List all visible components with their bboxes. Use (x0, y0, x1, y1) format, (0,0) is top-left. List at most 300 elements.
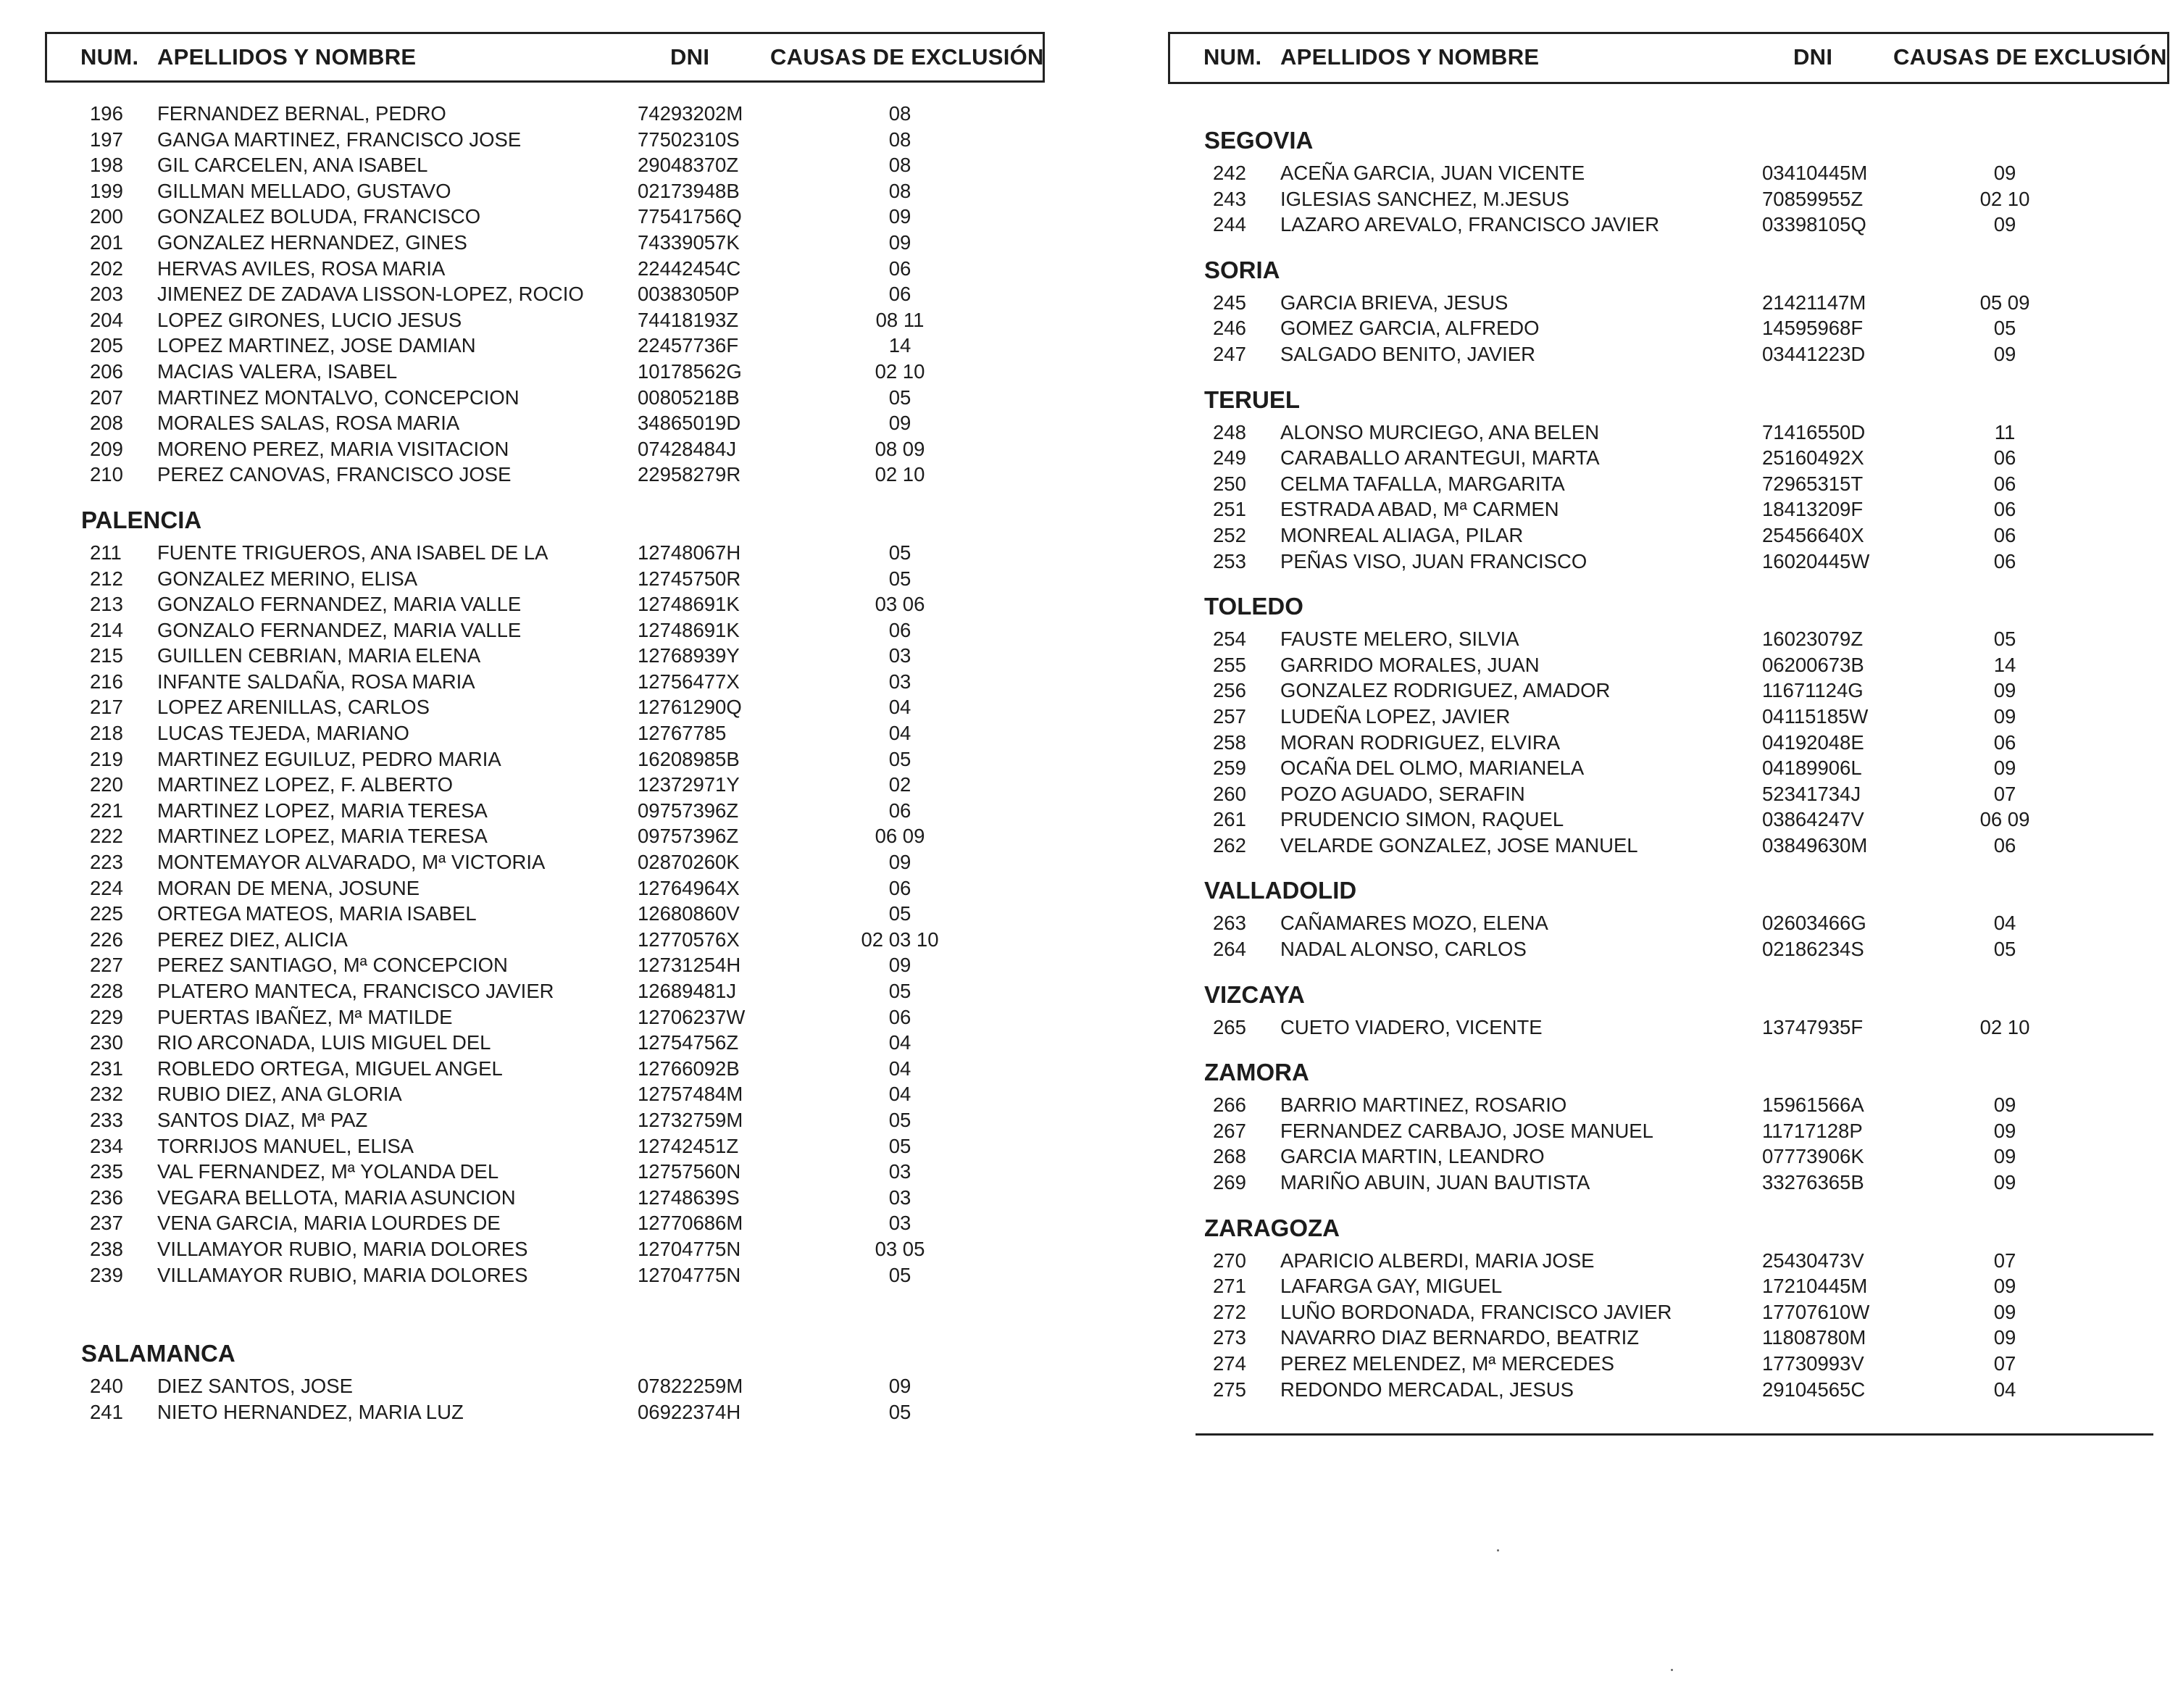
table-row (45, 461, 1059, 487)
row-dni: 12766092B (638, 1057, 740, 1080)
row-num: 271 (1213, 1275, 1246, 1298)
row-dni: 03410445M (1762, 162, 1868, 184)
table-row (45, 203, 1059, 229)
row-causas: 05 (888, 567, 911, 590)
table-row (1168, 677, 2178, 703)
row-dni: 74418193Z (638, 308, 739, 331)
row-name: IGLESIAS SANCHEZ, M.JESUS (1280, 187, 1569, 210)
province-heading: SORIA (1204, 256, 1280, 283)
table-row (1168, 419, 2178, 445)
row-name: APARICIO ALBERDI, MARIA JOSE (1280, 1249, 1595, 1272)
row-dni: 11671124G (1762, 679, 1864, 702)
row-causas: 03 (888, 1160, 911, 1183)
row-name: LUDEÑA LOPEZ, JAVIER (1280, 704, 1511, 728)
table-row (45, 900, 1059, 926)
row-name: GONZALEZ BOLUDA, FRANCISCO (157, 205, 481, 228)
row-dni: 07822259M (638, 1375, 743, 1398)
row-name: CAÑAMARES MOZO, ELENA (1280, 912, 1548, 935)
row-causas: 04 (1993, 912, 2016, 935)
row-num: 249 (1213, 446, 1246, 470)
row-causas: 02 10 (875, 359, 925, 383)
row-num: 207 (90, 386, 123, 409)
row-dni: 12732759M (638, 1108, 743, 1131)
table-row (1168, 754, 2178, 780)
row-causas: 09 (1993, 679, 2016, 702)
row-causas: 09 (1993, 1093, 2016, 1117)
row-causas: 08 (888, 102, 911, 125)
row-name: PLATERO MANTECA, FRANCISCO JAVIER (157, 980, 554, 1002)
row-name: PRUDENCIO SIMON, RAQUEL (1280, 808, 1564, 831)
row-name: CELMA TAFALLA, MARGARITA (1280, 472, 1565, 495)
table-row (1168, 444, 2178, 470)
row-causas: 05 (888, 980, 911, 1002)
table-row (45, 565, 1059, 591)
row-causas: 05 (888, 1400, 911, 1423)
row-dni: 12706237W (638, 1005, 746, 1028)
row-name: MORAN DE MENA, JOSUNE (157, 876, 420, 899)
row-dni: 12745750R (638, 567, 741, 590)
row-num: 269 (1213, 1171, 1246, 1194)
table-row (45, 1080, 1059, 1107)
row-name: JIMENEZ DE ZADAVA LISSON-LOPEZ, ROCIO (157, 283, 584, 306)
table-row (1168, 806, 2178, 832)
table-row (45, 978, 1059, 1004)
row-name: LOPEZ ARENILLAS, CARLOS (157, 696, 430, 719)
row-causas: 06 09 (875, 825, 925, 848)
row-causas: 04 (1993, 1378, 2016, 1401)
row-causas: 05 (888, 1263, 911, 1286)
province-heading: VALLADOLID (1204, 877, 1357, 904)
table-row (1168, 341, 2178, 367)
table-row (45, 229, 1059, 255)
row-dni: 07773906K (1762, 1145, 1864, 1168)
row-name: MORALES SALAS, ROSA MARIA (157, 412, 460, 435)
row-dni: 12731254H (638, 954, 741, 977)
row-name: SANTOS DIAZ, Mª PAZ (157, 1108, 368, 1131)
row-causas: 09 (888, 412, 911, 435)
table-row (45, 1107, 1059, 1133)
row-causas: 09 (1993, 162, 2016, 184)
table-row (45, 539, 1059, 565)
row-causas: 06 (1993, 498, 2016, 521)
row-num: 243 (1213, 187, 1246, 210)
row-causas: 06 (888, 799, 911, 822)
row-dni: 25160492X (1762, 446, 1864, 470)
row-dni: 14595968F (1762, 317, 1864, 340)
row-num: 226 (90, 928, 123, 951)
table-row (45, 926, 1059, 952)
row-dni: 12372971Y (638, 773, 740, 796)
row-causas: 02 10 (1979, 1015, 2030, 1038)
row-causas: 05 (888, 386, 911, 409)
row-dni: 09757396Z (638, 799, 739, 822)
row-name: VELARDE GONZALEZ, JOSE MANUEL (1280, 833, 1638, 857)
row-causas: 14 (1993, 653, 2016, 676)
table-row (1168, 522, 2178, 548)
row-dni: 12767785 (638, 722, 727, 745)
row-num: 206 (90, 359, 123, 383)
row-name: PEREZ MELENDEZ, Mª MERCEDES (1280, 1352, 1614, 1375)
row-num: 217 (90, 696, 123, 719)
table-row (1168, 1091, 2178, 1117)
row-num: 253 (1213, 549, 1246, 572)
row-dni: 12756477X (638, 670, 740, 693)
row-name: ROBLEDO ORTEGA, MIGUEL ANGEL (157, 1057, 503, 1080)
table-row (45, 1236, 1059, 1262)
table-row (1168, 1247, 2178, 1273)
row-name: LUÑO BORDONADA, FRANCISCO JAVIER (1280, 1300, 1672, 1323)
table-row (1168, 729, 2178, 755)
row-num: 238 (90, 1237, 123, 1260)
row-name: MARTINEZ LOPEZ, MARIA TERESA (157, 799, 488, 822)
table-row (45, 720, 1059, 746)
row-causas: 05 (1993, 628, 2016, 651)
row-name: GONZALO FERNANDEZ, MARIA VALLE (157, 618, 522, 641)
row-name: PUERTAS IBAÑEZ, Mª MATILDE (157, 1005, 453, 1028)
header-dni: DNI (1793, 44, 1833, 70)
row-num: 268 (1213, 1145, 1246, 1168)
row-causas: 05 (888, 1134, 911, 1157)
row-causas: 09 (1993, 342, 2016, 365)
row-num: 266 (1213, 1093, 1246, 1117)
table-row (45, 358, 1059, 384)
row-num: 229 (90, 1005, 123, 1028)
row-num: 236 (90, 1186, 123, 1209)
table-header (45, 32, 1045, 83)
row-name: FUENTE TRIGUEROS, ANA ISABEL DE LA (157, 541, 548, 564)
row-causas: 04 (888, 722, 911, 745)
row-num: 201 (90, 230, 123, 254)
row-dni: 17707610W (1762, 1300, 1870, 1323)
row-causas: 05 09 (1979, 291, 2030, 314)
row-name: PEREZ DIEZ, ALICIA (157, 928, 348, 951)
header-causas: CAUSAS DE EXCLUSIÓN (1893, 44, 2167, 70)
row-name: MARIÑO ABUIN, JUAN BAUTISTA (1280, 1171, 1590, 1194)
row-causas: 07 (1993, 1352, 2016, 1375)
row-dni: 12757484M (638, 1083, 743, 1106)
row-dni: 03398105Q (1762, 213, 1866, 236)
row-causas: 09 (1993, 704, 2016, 728)
row-name: OCAÑA DEL OLMO, MARIANELA (1280, 757, 1585, 780)
row-num: 235 (90, 1160, 123, 1183)
table-row (45, 746, 1059, 772)
row-dni: 11717128P (1762, 1119, 1863, 1142)
row-name: VILLAMAYOR RUBIO, MARIA DOLORES (157, 1237, 528, 1260)
row-num: 199 (90, 179, 123, 202)
table-row (45, 1004, 1059, 1030)
row-causas: 09 (1993, 1300, 2016, 1323)
row-name: MONTEMAYOR ALVARADO, Mª VICTORIA (157, 851, 546, 874)
row-name: LOPEZ GIRONES, LUCIO JESUS (157, 308, 462, 331)
table-row (45, 332, 1059, 358)
table-row (1168, 470, 2178, 496)
row-name: GARCIA BRIEVA, JESUS (1280, 291, 1509, 314)
row-name: GONZALEZ MERINO, ELISA (157, 567, 418, 590)
row-name: MORENO PEREZ, MARIA VISITACION (157, 437, 509, 460)
row-causas: 03 06 (875, 593, 925, 616)
row-name: RIO ARCONADA, LUIS MIGUEL DEL (157, 1031, 491, 1054)
row-dni: 12748691K (638, 593, 740, 616)
row-num: 267 (1213, 1119, 1246, 1142)
table-row (1168, 1272, 2178, 1299)
row-num: 270 (1213, 1249, 1246, 1272)
row-causas: 04 (888, 1031, 911, 1054)
row-dni: 00383050P (638, 283, 740, 306)
row-num: 203 (90, 283, 123, 306)
row-causas: 08 (888, 128, 911, 151)
row-num: 215 (90, 644, 123, 667)
row-causas: 09 (888, 230, 911, 254)
header-causas: CAUSAS DE EXCLUSIÓN (770, 44, 1044, 70)
row-dni: 12704775N (638, 1237, 741, 1260)
row-name: DIEZ SANTOS, JOSE (157, 1375, 353, 1398)
row-causas: 05 (888, 1108, 911, 1131)
row-name: GANGA MARTINEZ, FRANCISCO JOSE (157, 128, 522, 151)
row-name: BARRIO MARTINEZ, ROSARIO (1280, 1093, 1567, 1117)
row-dni: 07428484J (638, 437, 737, 460)
row-num: 257 (1213, 704, 1246, 728)
row-num: 233 (90, 1108, 123, 1131)
row-name: PEREZ SANTIAGO, Mª CONCEPCION (157, 954, 508, 977)
row-name: GILLMAN MELLADO, GUSTAVO (157, 179, 451, 202)
table-row (45, 1184, 1059, 1210)
row-dni: 12757560N (638, 1160, 741, 1183)
row-num: 241 (90, 1400, 123, 1423)
row-num: 205 (90, 334, 123, 357)
row-num: 234 (90, 1134, 123, 1157)
row-dni: 02603466G (1762, 912, 1866, 935)
row-causas: 09 (1993, 1145, 2016, 1168)
table-row (1168, 1376, 2178, 1402)
row-causas: 02 (888, 773, 911, 796)
province-heading: VIZCAYA (1204, 980, 1305, 1008)
row-dni: 12748639S (638, 1186, 740, 1209)
row-dni: 04192048E (1762, 730, 1864, 754)
table-row (45, 668, 1059, 694)
row-num: 212 (90, 567, 123, 590)
row-num: 275 (1213, 1378, 1246, 1401)
header-num: NUM. (80, 44, 139, 70)
table-row (45, 280, 1059, 307)
row-dni: 12770576X (638, 928, 740, 951)
row-num: 262 (1213, 833, 1246, 857)
row-dni: 22442454C (638, 257, 741, 280)
table-row (45, 1399, 1059, 1425)
province-heading: SALAMANCA (81, 1340, 235, 1367)
row-num: 244 (1213, 213, 1246, 236)
row-num: 245 (1213, 291, 1246, 314)
row-num: 259 (1213, 757, 1246, 780)
row-name: MACIAS VALERA, ISABEL (157, 359, 398, 383)
row-dni: 74339057K (638, 230, 740, 254)
row-dni: 29048370Z (638, 154, 739, 177)
table-row (45, 797, 1059, 823)
row-num: 264 (1213, 938, 1246, 961)
table-row (1168, 1117, 2178, 1143)
row-name: CARABALLO ARANTEGUI, MARTA (1280, 446, 1600, 470)
row-dni: 02186234S (1762, 938, 1864, 961)
row-num: 227 (90, 954, 123, 977)
table-row (45, 1262, 1059, 1288)
row-num: 211 (90, 541, 122, 564)
row-name: NADAL ALONSO, CARLOS (1280, 938, 1527, 961)
row-dni: 00805218B (638, 386, 740, 409)
row-name: NAVARRO DIAZ BERNARDO, BEATRIZ (1280, 1326, 1640, 1349)
row-dni: 13747935F (1762, 1015, 1864, 1038)
row-causas: 09 (888, 851, 911, 874)
row-num: 216 (90, 670, 123, 693)
row-num: 261 (1213, 808, 1246, 831)
table-row (45, 1158, 1059, 1184)
row-num: 210 (90, 463, 123, 486)
row-name: VAL FERNANDEZ, Mª YOLANDA DEL (157, 1160, 499, 1183)
row-causas: 09 (888, 954, 911, 977)
row-num: 251 (1213, 498, 1246, 521)
row-name: TORRIJOS MANUEL, ELISA (157, 1134, 414, 1157)
row-name: GUILLEN CEBRIAN, MARIA ELENA (157, 644, 481, 667)
row-causas: 07 (1993, 782, 2016, 805)
row-num: 219 (90, 747, 123, 770)
row-causas: 04 (888, 696, 911, 719)
row-name: VEGARA BELLOTA, MARIA ASUNCION (157, 1186, 516, 1209)
row-num: 274 (1213, 1352, 1246, 1375)
table-row (1168, 936, 2178, 962)
row-dni: 04189906L (1762, 757, 1862, 780)
row-causas: 09 (888, 205, 911, 228)
header-num: NUM. (1203, 44, 1262, 70)
row-name: MARTINEZ MONTALVO, CONCEPCION (157, 386, 520, 409)
table-row (1168, 548, 2178, 574)
row-name: LUCAS TEJEDA, MARIANO (157, 722, 409, 745)
row-num: 200 (90, 205, 123, 228)
row-dni: 77541756Q (638, 205, 742, 228)
row-dni: 12742451Z (638, 1134, 739, 1157)
row-num: 248 (1213, 420, 1246, 443)
row-dni: 25430473V (1762, 1249, 1864, 1272)
row-num: 250 (1213, 472, 1246, 495)
table-row (1168, 211, 2178, 237)
row-causas: 08 (888, 179, 911, 202)
table-row (45, 1372, 1059, 1399)
row-num: 256 (1213, 679, 1246, 702)
row-causas: 06 (1993, 472, 2016, 495)
row-dni: 25456640X (1762, 523, 1864, 546)
row-dni: 11808780M (1762, 1326, 1866, 1349)
row-dni: 12748067H (638, 541, 741, 564)
table-row (1168, 651, 2178, 678)
row-dni: 09757396Z (638, 825, 739, 848)
row-dni: 71416550D (1762, 420, 1866, 443)
table-row (1168, 496, 2178, 522)
row-num: 252 (1213, 523, 1246, 546)
province-heading: SEGOVIA (1204, 127, 1314, 154)
row-num: 260 (1213, 782, 1246, 805)
row-name: GIL CARCELEN, ANA ISABEL (157, 154, 428, 177)
row-causas: 03 05 (875, 1237, 925, 1260)
row-num: 265 (1213, 1015, 1246, 1038)
table-row (45, 1133, 1059, 1159)
table-row (45, 617, 1059, 643)
row-causas: 07 (1993, 1249, 2016, 1272)
row-dni: 74293202M (638, 102, 743, 125)
table-row (45, 436, 1059, 462)
row-dni: 12754756Z (638, 1031, 739, 1054)
row-name: PEÑAS VISO, JUAN FRANCISCO (1280, 549, 1587, 572)
row-num: 222 (90, 825, 123, 848)
row-name: SALGADO BENITO, JAVIER (1280, 342, 1535, 365)
row-dni: 02870260K (638, 851, 740, 874)
row-name: MARTINEZ LOPEZ, F. ALBERTO (157, 773, 454, 796)
row-name: ALONSO MURCIEGO, ANA BELEN (1280, 420, 1600, 443)
row-dni: 72965315T (1762, 472, 1864, 495)
row-num: 221 (90, 799, 123, 822)
table-row (1168, 186, 2178, 212)
row-dni: 12704775N (638, 1263, 741, 1286)
row-name: INFANTE SALDAÑA, ROSA MARIA (157, 670, 475, 693)
row-dni: 03864247V (1762, 808, 1864, 831)
row-dni: 12680860V (638, 902, 740, 925)
row-causas: 08 09 (875, 437, 925, 460)
end-rule (1196, 1433, 2153, 1436)
row-name: LOPEZ MARTINEZ, JOSE DAMIAN (157, 334, 476, 357)
row-name: GARCIA MARTIN, LEANDRO (1280, 1145, 1545, 1168)
row-name: GOMEZ GARCIA, ALFREDO (1280, 317, 1540, 340)
row-name: LAZARO AREVALO, FRANCISCO JAVIER (1280, 213, 1660, 236)
row-causas: 06 (888, 618, 911, 641)
row-name: PEREZ CANOVAS, FRANCISCO JOSE (157, 463, 512, 486)
row-dni: 03849630M (1762, 833, 1868, 857)
table-row (1168, 1350, 2178, 1376)
row-name: VENA GARCIA, MARIA LOURDES DE (157, 1212, 501, 1235)
row-causas: 03 (888, 670, 911, 693)
row-causas: 06 (1993, 523, 2016, 546)
row-name: GONZALO FERNANDEZ, MARIA VALLE (157, 593, 522, 616)
row-num: 242 (1213, 162, 1246, 184)
row-dni: 12689481J (638, 980, 737, 1002)
row-dni: 12770686M (638, 1212, 743, 1235)
table-row (45, 178, 1059, 204)
row-name: RUBIO DIEZ, ANA GLORIA (157, 1083, 402, 1106)
row-num: 263 (1213, 912, 1246, 935)
row-causas: 06 (1993, 549, 2016, 572)
row-dni: 17210445M (1762, 1275, 1868, 1298)
table-row (45, 591, 1059, 617)
row-causas: 03 (888, 1186, 911, 1209)
row-num: 208 (90, 412, 123, 435)
row-num: 232 (90, 1083, 123, 1106)
table-row (1168, 780, 2178, 807)
table-row (1168, 832, 2178, 858)
row-causas: 04 (888, 1083, 911, 1106)
row-dni: 15961566A (1762, 1093, 1864, 1117)
row-dni: 06200673B (1762, 653, 1864, 676)
row-causas: 05 (888, 541, 911, 564)
row-num: 273 (1213, 1326, 1246, 1349)
table-row (45, 1029, 1059, 1055)
row-name: FAUSTE MELERO, SILVIA (1280, 628, 1519, 651)
table-row (45, 875, 1059, 901)
scan-speck (1497, 1549, 1499, 1551)
table-row (45, 1209, 1059, 1236)
row-dni: 12748691K (638, 618, 740, 641)
table-row (1168, 159, 2178, 186)
row-dni: 12761290Q (638, 696, 742, 719)
row-name: CUETO VIADERO, VICENTE (1280, 1015, 1543, 1038)
row-causas: 08 (888, 154, 911, 177)
row-num: 272 (1213, 1300, 1246, 1323)
row-dni: 21421147M (1762, 291, 1866, 314)
row-causas: 06 (1993, 730, 2016, 754)
